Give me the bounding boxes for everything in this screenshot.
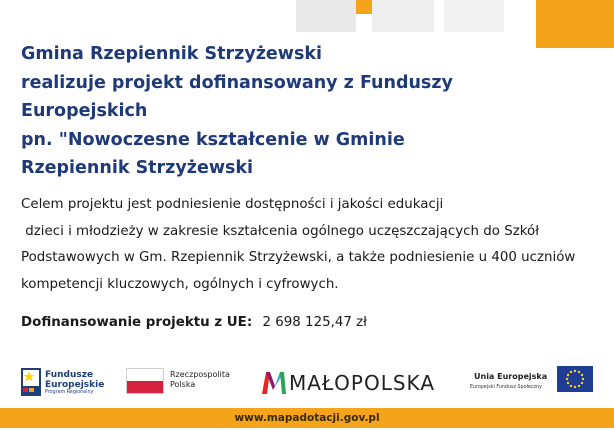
title-line: Europejskich [21, 101, 148, 121]
title-line: Rzepiennik Strzyżewski [21, 158, 254, 178]
title-line: pn. "Nowoczesne kształcenie w Gminie [21, 129, 405, 150]
fe-subtitle: Program Regionalny [45, 390, 94, 395]
fe-name: Fundusze Europejskie [45, 370, 105, 390]
funding-info [21, 315, 367, 330]
title-line: Gmina Rzepiennik Strzyżewski [21, 44, 322, 64]
project-description [21, 192, 601, 298]
funding-label: Dofinansowanie projektu z UE: [21, 315, 253, 330]
header-decoration-gray-3 [444, 0, 504, 32]
fundusze-europejskie-logo [21, 366, 131, 400]
project-title [21, 40, 491, 183]
malopolska-name: MAŁOPOLSKA [289, 371, 436, 395]
eu-flag-icon [557, 366, 593, 392]
malopolska-m-icon [262, 372, 286, 394]
rp-name: Rzeczpospolita Polska [170, 370, 230, 389]
logo-strip [0, 360, 614, 406]
title-line: realizuje projekt dofinansowany z Funduszy [21, 72, 453, 93]
description-line: dzieci i młodzieży w zakresie kształcenia ogólnego uczęszczających do Szkół [21, 223, 539, 239]
ue-subtitle: Europejski Fundusz Społeczny [470, 385, 542, 390]
footer [0, 406, 614, 430]
unia-europejska-logo [470, 366, 600, 398]
fundusze-europejskie-icon [21, 368, 41, 396]
description-line: Podstawowych w Gm. Rzepiennik Strzyżewski, a także podniesienie u 400 uczniów [21, 250, 576, 265]
header-decoration-gray-2 [372, 0, 434, 32]
malopolska-logo [262, 370, 452, 400]
footer-url-link[interactable]: www.mapadotacji.gov.pl [234, 412, 380, 424]
funding-amount: 2 698 125,47 zł [262, 315, 367, 330]
description-line: Celem projektu jest podniesienie dostępności i jakości edukacji [21, 197, 444, 212]
rzeczpospolita-polska-logo [126, 366, 246, 396]
header-decoration-orange-small [356, 0, 372, 14]
description-line: kompetencji kluczowych, ogólnych i cyfrowych. [21, 276, 339, 292]
ue-name: Unia Europejska [474, 372, 548, 381]
header-decoration-gray-1 [296, 0, 356, 32]
polish-flag-icon [126, 368, 164, 394]
header-decoration-orange [536, 0, 614, 48]
